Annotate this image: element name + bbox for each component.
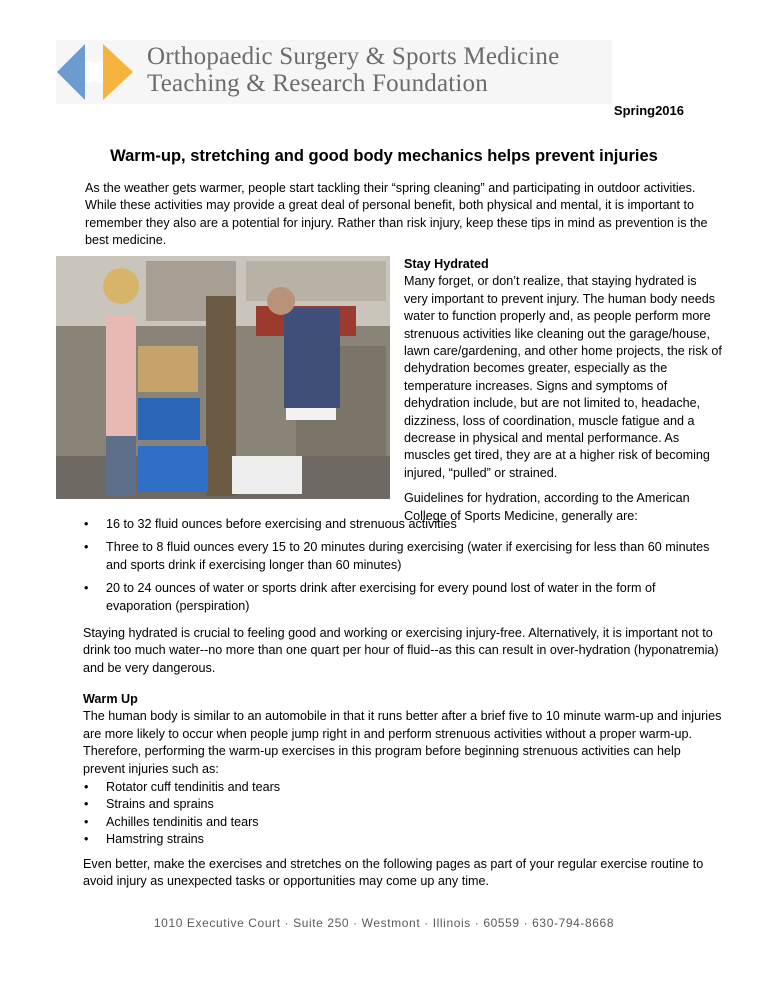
bullet-icon: •	[84, 517, 89, 531]
closing-paragraph: Even better, make the exercises and stretches on the following pages as part of your regular exercise routine to avoid injury as unexpected tasks or opportunities may come up any time.	[83, 857, 704, 889]
warm-up-section	[83, 691, 723, 778]
hydration-guidelines-list	[84, 516, 724, 621]
warm-up-body: The human body is similar to an automobile in that it runs better after a brief five to 10 minute warm-up and injuries are more likely to occur when people jump right in and perform strenuous activities without a proper warm-up. Therefore, performing the warm-up exercises in this program before beginning strenuous activities can help prevent injuries such as:	[83, 709, 722, 776]
list-item: • Three to 8 fluid ounces every 15 to 20 minutes during exercising (water if exercising for less than 60 minutes and sports drink if exercising longer than 60 minutes)	[84, 540, 710, 572]
hydration-warning: Staying hydrated is crucial to feeling good and working or exercising injury-free. Alternatively, it is important not to drink too much water--no more than one quart per hour of fluid--as this can result in over-hydration (hyponatremia) and be very dangerous.	[83, 626, 719, 675]
bullet-icon: •	[84, 797, 89, 812]
issue-date: Spring2016	[613, 103, 684, 118]
stay-hydrated-body: Many forget, or don’t realize, that staying hydrated is very important to prevent injury. The human body needs water to function properly and, as people perform more strenuous activities like cleaning out the garage/house, lawn care/gardening, and other home projects, the risk of dehydration becomes greater, especially as the temperature increases. Signs and symptoms of dehydration include, but are not limited to, headache, dizziness, loss of coordination, muscle fatigue and a decrease in physical and mental performance. As muscles get tired, they are at a higher risk of becoming injured, “pulled” or strained.	[404, 274, 722, 480]
list-item: • 20 to 24 ounces of water or sports drink after exercising for every pound lost of water in the form of evaporation (perspiration)	[84, 581, 656, 613]
intro-paragraph: As the weather gets warmer, people start tackling their “spring cleaning” and participating in outdoor activities. While these activities may provide a great deal of personal benefit, both physical and mental, it is important to remember they also are a potential for injury. Rather than risk injury, keep these tips in mind as prevention is the best medicine.	[85, 181, 708, 248]
list-item: • Achilles tendinitis and tears	[84, 814, 484, 831]
foundation-logo-icon	[57, 43, 133, 101]
garage-cleaning-photo	[56, 256, 390, 499]
bullet-icon: •	[84, 780, 89, 794]
bullet-icon: •	[84, 581, 89, 596]
guidelines-intro: Guidelines for hydration, according to the American College of Sports Medicine, generally are:	[404, 491, 690, 523]
org-name-line1: Orthopaedic Surgery & Sports Medicine	[147, 43, 560, 70]
stay-hydrated-section	[404, 256, 722, 525]
list-item: • Rotator cuff tendinitis and tears	[84, 779, 484, 796]
article-title: Warm-up, stretching and good body mechanics helps prevent injuries	[110, 147, 658, 165]
injury-list	[84, 779, 484, 849]
list-item: • Hamstring strains	[84, 831, 484, 848]
footer-address: 1010 Executive Court · Suite 250 · Westmont · Illinois · 60559 · 630-794-8668	[153, 916, 615, 930]
org-name-line2: Teaching & Research Foundation	[147, 70, 488, 97]
warm-up-heading: Warm Up	[83, 692, 138, 706]
bullet-icon: •	[84, 540, 89, 555]
stay-hydrated-heading: Stay Hydrated	[404, 257, 489, 271]
bullet-icon: •	[84, 814, 89, 829]
list-item: • 16 to 32 fluid ounces before exercising and strenuous activities	[84, 516, 724, 533]
list-item: • Strains and sprains	[84, 796, 484, 813]
bullet-icon: •	[84, 832, 89, 847]
